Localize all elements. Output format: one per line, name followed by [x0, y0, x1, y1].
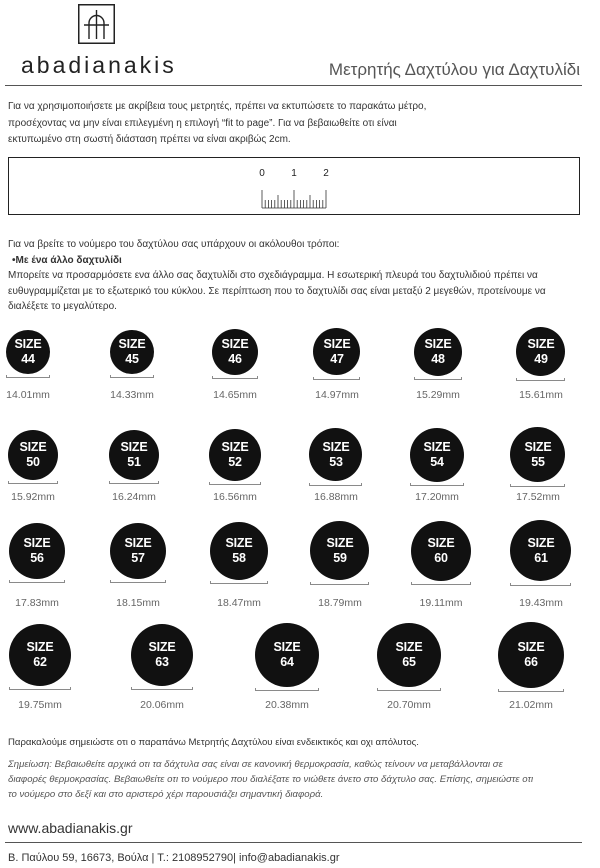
diameter-line	[411, 582, 471, 585]
diameter-line	[498, 689, 564, 692]
size-circle	[510, 427, 565, 482]
diameter-label: 17.20mm	[415, 491, 459, 503]
size-circle	[9, 624, 71, 686]
size-circle	[309, 428, 362, 481]
size-circle	[8, 430, 58, 480]
disclaimer-text: Παρακαλούμε σημειώστε οτι ο παραπάνω Μετρητής Δαχτύλου είναι ενδεικτικός και οχι απόλυτος.	[8, 737, 419, 748]
size-prefix: SIZE	[148, 639, 176, 654]
diameter-line	[410, 483, 464, 486]
brand-name: abadianakis	[21, 52, 177, 78]
instruction-line: εκτυπωμένο στη σωστή διάσταση πρέπει να είναι ακριβώς 2cm.	[8, 134, 291, 145]
size-prefix: SIZE	[517, 639, 545, 654]
diameter-line	[110, 580, 167, 583]
size-number: 45	[125, 351, 139, 366]
size-number: 65	[402, 654, 416, 669]
size-number: 61	[534, 550, 548, 565]
diameter-label: 20.38mm	[265, 699, 309, 711]
size-prefix: SIZE	[322, 439, 350, 454]
size-circle	[411, 521, 471, 581]
size-circle	[6, 330, 50, 374]
website-url: www.abadianakis.gr	[8, 820, 133, 836]
methods-lead: Για να βρείτε το νούμερο του δαχτύλου σας υπάρχουν οι ακόλουθοι τρόποι:	[8, 239, 340, 250]
diameter-line	[414, 377, 462, 380]
size-number: 50	[26, 454, 40, 469]
size-circle	[410, 428, 464, 482]
size-circle	[414, 328, 462, 376]
disclaimer	[8, 736, 592, 750]
size-circle	[516, 327, 565, 376]
diameter-label: 15.29mm	[416, 389, 460, 401]
size-prefix: SIZE	[527, 336, 555, 351]
size-circle	[110, 330, 155, 375]
method-description-line: ευθυγραμμίζεται με το εξωτερικό του κύκλου. Σε περίπτωση που το δαχτυλίδι σας είναι μεταξύ 2 μεγεθών, προτείνουμε να	[8, 285, 546, 297]
size-circle	[209, 429, 261, 481]
size-circle	[498, 622, 564, 688]
diameter-line	[9, 580, 65, 583]
size-prefix: SIZE	[221, 439, 249, 454]
size-prefix: SIZE	[527, 535, 555, 550]
size-prefix: SIZE	[323, 336, 351, 351]
note	[8, 757, 592, 802]
size-circle	[210, 522, 268, 580]
diameter-line	[9, 687, 71, 690]
diameter-line	[510, 583, 571, 586]
size-circle	[212, 329, 258, 375]
diameter-label: 19.43mm	[519, 597, 563, 609]
contact-info: Β. Παύλου 59, 16673, Βούλα | Τ.: 2108952790| info@abadianakis.gr	[8, 852, 340, 864]
size-number: 55	[531, 454, 545, 469]
diameter-label: 16.24mm	[112, 491, 156, 503]
size-circle	[110, 523, 167, 580]
note-line: Σημείωση: Βεβαιωθείτε αρχικά οτι τα δάχτυλα σας είναι σε κανονική θερμοκρασία, καθώς τείνουν να μεταβάλλονται σε	[8, 759, 503, 770]
size-prefix: SIZE	[14, 336, 42, 351]
size-prefix: SIZE	[326, 535, 354, 550]
ruler-label: 1	[291, 168, 297, 179]
diameter-label: 15.92mm	[11, 491, 55, 503]
diameter-label: 18.15mm	[116, 597, 160, 609]
size-number: 46	[228, 351, 242, 366]
header-divider	[5, 85, 582, 86]
diameter-label: 14.33mm	[110, 389, 154, 401]
size-circle	[9, 523, 65, 579]
diameter-label: 16.88mm	[314, 491, 358, 503]
diameter-label: 18.47mm	[217, 597, 261, 609]
diameter-line	[110, 375, 155, 378]
size-number: 48	[431, 351, 445, 366]
size-prefix: SIZE	[395, 639, 423, 654]
diameter-line	[209, 482, 261, 485]
ruler-ticks	[262, 190, 326, 208]
size-prefix: SIZE	[19, 439, 47, 454]
diameter-line	[109, 481, 160, 484]
diameter-line	[131, 687, 194, 690]
size-circle	[377, 623, 442, 688]
size-prefix: SIZE	[423, 439, 451, 454]
size-number: 62	[33, 654, 47, 669]
size-prefix: SIZE	[120, 439, 148, 454]
method-heading: •Με ένα άλλο δαχτυλίδι	[12, 254, 122, 266]
diameter-label: 20.06mm	[140, 699, 184, 711]
size-number: 44	[21, 351, 35, 366]
diameter-label: 19.75mm	[18, 699, 62, 711]
diameter-label: 16.56mm	[213, 491, 257, 503]
method-description-line: διαλέξετε το μεγαλύτερο.	[8, 301, 117, 312]
size-prefix: SIZE	[124, 535, 152, 550]
size-number: 60	[434, 550, 448, 565]
diameter-line	[377, 688, 442, 691]
diameter-line	[310, 582, 369, 585]
footer-divider	[5, 842, 582, 843]
ruler-label: 0	[259, 168, 265, 179]
size-circle	[310, 521, 369, 580]
size-number: 64	[280, 654, 294, 669]
size-number: 47	[330, 351, 344, 366]
size-circle	[109, 430, 160, 481]
size-prefix: SIZE	[273, 639, 301, 654]
size-prefix: SIZE	[424, 336, 452, 351]
size-prefix: SIZE	[118, 336, 146, 351]
print-instructions	[8, 99, 592, 149]
size-number: 52	[228, 454, 242, 469]
size-number: 53	[329, 454, 343, 469]
diameter-label: 17.52mm	[516, 491, 560, 503]
diameter-line	[210, 581, 268, 584]
diameter-label: 14.97mm	[315, 389, 359, 401]
size-circle	[313, 328, 360, 375]
monogram-logo-icon	[78, 4, 115, 44]
print-calibration-ruler	[8, 157, 580, 215]
size-prefix: SIZE	[26, 639, 54, 654]
ruler-label: 2	[323, 168, 329, 179]
diameter-label: 15.61mm	[519, 389, 563, 401]
page-title: Μετρητής Δαχτύλου για Δαχτυλίδι	[328, 60, 580, 79]
diameter-line	[212, 376, 258, 379]
size-number: 59	[333, 550, 347, 565]
note-line: διαφορές θερμοκρασίας. Βεβαιωθείτε οτι το νούμερο που διαλέξατε το νιώθετε άνετο στο δάχτυλο σας. Επίσης, σημειώστε οτι	[8, 774, 534, 785]
diameter-line	[516, 378, 565, 381]
sizing-methods	[8, 237, 592, 315]
size-number: 49	[534, 351, 548, 366]
brand-logo	[78, 4, 115, 44]
diameter-label: 18.79mm	[318, 597, 362, 609]
diameter-line	[8, 481, 58, 484]
diameter-label: 19.11mm	[419, 597, 463, 609]
size-number: 58	[232, 550, 246, 565]
diameter-label: 14.01mm	[6, 389, 50, 401]
size-number: 51	[127, 454, 141, 469]
diameter-line	[6, 375, 50, 378]
diameter-line	[313, 377, 360, 380]
size-prefix: SIZE	[23, 535, 51, 550]
size-circle	[255, 623, 319, 687]
diameter-line	[309, 483, 362, 486]
diameter-line	[510, 484, 565, 487]
size-number: 54	[430, 454, 444, 469]
size-prefix: SIZE	[427, 535, 455, 550]
size-prefix: SIZE	[225, 535, 253, 550]
instruction-line: προσέχοντας να μην είναι επιλεγμένη η επιλογή “fit to page”. Για να βεβαιωθείτε οτι είναι	[8, 117, 397, 129]
instruction-line: Για να χρησιμοποιήσετε με ακρίβεια τους μετρητές, πρέπει να εκτυπώσετε το παρακάτω μέτρο,	[8, 101, 427, 112]
size-number: 57	[131, 550, 145, 565]
size-prefix: SIZE	[221, 336, 249, 351]
diameter-label: 14.65mm	[213, 389, 257, 401]
diameter-label: 17.83mm	[15, 597, 59, 609]
method-description-line: Μπορείτε να προσαρμόσετε ενα άλλο σας δαχτυλίδι στο σχεδιάγραμμα. Η εσωτερική πλευρά του δαχτυλιδιού πρέπει να	[8, 270, 538, 281]
size-number: 63	[155, 654, 169, 669]
size-number: 66	[524, 654, 538, 669]
size-circle	[510, 520, 571, 581]
diameter-label: 21.02mm	[509, 699, 553, 711]
size-prefix: SIZE	[524, 439, 552, 454]
size-number: 56	[30, 550, 44, 565]
note-line: το νούμερο στο δεξί και στο αριστερό χέρι παρουσιάζει σημαντική διαφορά.	[8, 789, 324, 800]
ruler-2cm	[9, 158, 579, 214]
diameter-label: 20.70mm	[387, 699, 431, 711]
size-circle	[131, 624, 194, 687]
diameter-line	[255, 688, 319, 691]
